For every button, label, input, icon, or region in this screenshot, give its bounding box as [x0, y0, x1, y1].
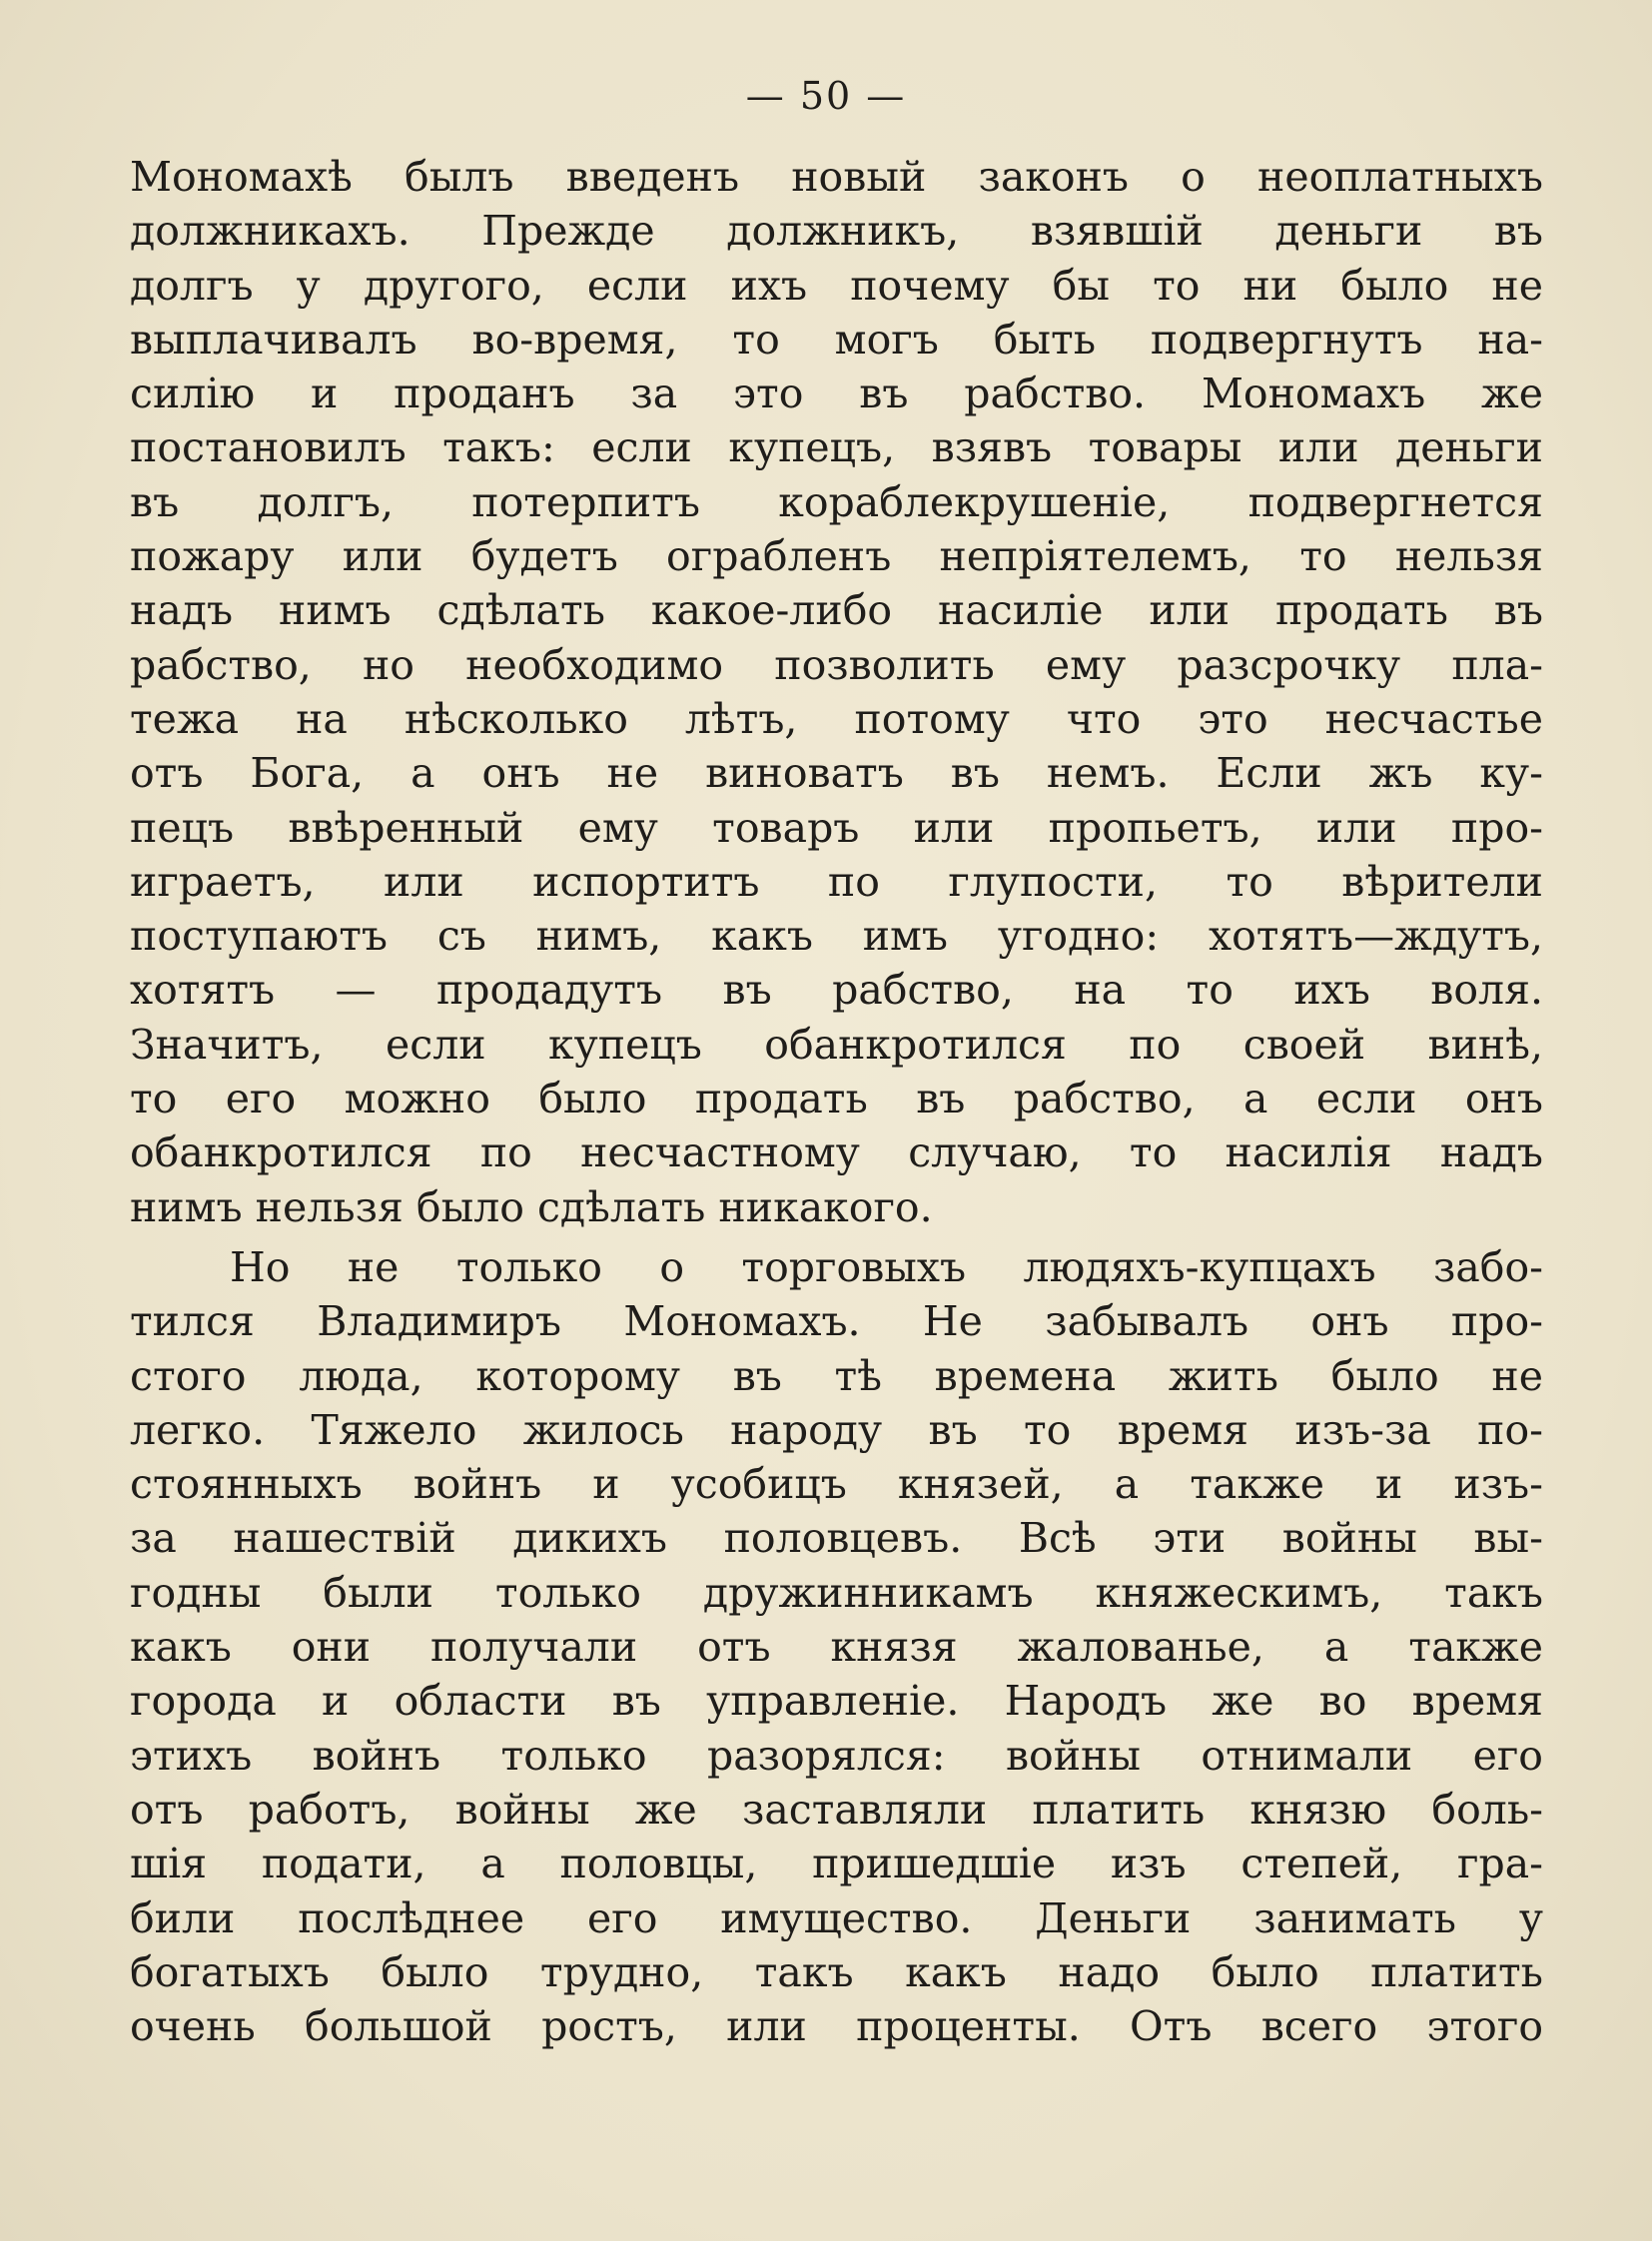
text-line: рабство, но необходимо позволить ему разсрочку пла-: [130, 640, 1543, 689]
text-line: Но не только о торговыхъ людяхъ-купцахъ забо-: [230, 1242, 1543, 1291]
text-line: Мономахѣ былъ введенъ новый законъ о неоплатныхъ: [130, 153, 1543, 201]
text-line: стого люда, которому въ тѣ времена жить было не: [130, 1351, 1543, 1400]
text-line: отъ работъ, войны же заставляли платить князю боль-: [130, 1785, 1543, 1834]
text-line: силію и проданъ за это въ рабство. Мономахъ же: [130, 370, 1543, 418]
text-line: должникахъ. Прежде должникъ, взявшій деньги въ: [130, 207, 1543, 256]
text-line: то его можно было продать въ рабство, а если онъ: [130, 1075, 1543, 1123]
text-line: пожару или будетъ ограбленъ непріятелемъ, то нельзя: [130, 532, 1543, 581]
page-text: [130, 150, 1543, 2053]
text-line: за нашествій дикихъ половцевъ. Всѣ эти войны вы-: [130, 1514, 1543, 1563]
text-line: выплачивалъ во-время, то могъ быть подвергнутъ на-: [130, 315, 1543, 364]
text-line: били послѣднее его имущество. Деньги занимать у: [130, 1893, 1543, 1942]
paragraph-1: [130, 150, 1543, 1234]
text-line: пецъ ввѣренный ему товаръ или пропьетъ, или про-: [130, 803, 1543, 852]
text-line: Значитъ, если купецъ обанкротился по своей винѣ,: [130, 1020, 1543, 1069]
text-line: годны были только дружинникамъ княжескимъ, такъ: [130, 1568, 1543, 1617]
text-line: поступаютъ съ нимъ, какъ имъ угодно: хотятъ—ждутъ,: [130, 912, 1543, 961]
text-line: очень большой ростъ, или проценты. Отъ всего этого: [130, 2002, 1543, 2051]
text-line: нимъ нельзя было сдѣлать никакого.: [130, 1182, 933, 1231]
text-line: отъ Бога, а онъ не виноватъ въ немъ. Если жъ ку-: [130, 749, 1543, 798]
paragraph-2: [130, 1240, 1543, 2053]
text-line: въ долгъ, потерпитъ кораблекрушеніе, подвергнется: [130, 477, 1543, 526]
text-line: долгъ у другого, если ихъ почему бы то ни было не: [130, 261, 1543, 310]
text-line: постановилъ такъ: если купецъ, взявъ товары или деньги: [130, 423, 1543, 472]
text-line: этихъ войнъ только разорялся: войны отнимали его: [130, 1731, 1543, 1780]
text-line: тежа на нѣсколько лѣтъ, потому что это несчастье: [130, 694, 1543, 743]
text-line: шія подати, а половцы, пришедшіе изъ степей, гра-: [130, 1840, 1543, 1888]
text-line: надъ нимъ сдѣлать какое-либо насиліе или продать въ: [130, 586, 1543, 635]
page-number: — 50 —: [745, 74, 907, 118]
text-line: города и области въ управленіе. Народъ же во время: [130, 1677, 1543, 1726]
text-line: обанкротился по несчастному случаю, то насилія надъ: [130, 1128, 1543, 1177]
text-line: тился Владимиръ Мономахъ. Не забывалъ онъ про-: [130, 1297, 1543, 1346]
text-line: хотятъ — продадутъ въ рабство, на то ихъ воля.: [130, 966, 1543, 1015]
text-line: стоянныхъ войнъ и усобицъ князей, а также и изъ-: [130, 1460, 1543, 1509]
text-line: легко. Тяжело жилось народу въ то время изъ-за по-: [130, 1405, 1543, 1454]
text-line: играетъ, или испортитъ по глупости, то вѣрители: [130, 857, 1543, 906]
text-line: какъ они получали отъ князя жалованье, а также: [130, 1623, 1543, 1672]
text-line: богатыхъ было трудно, такъ какъ надо было платить: [130, 1947, 1543, 1996]
